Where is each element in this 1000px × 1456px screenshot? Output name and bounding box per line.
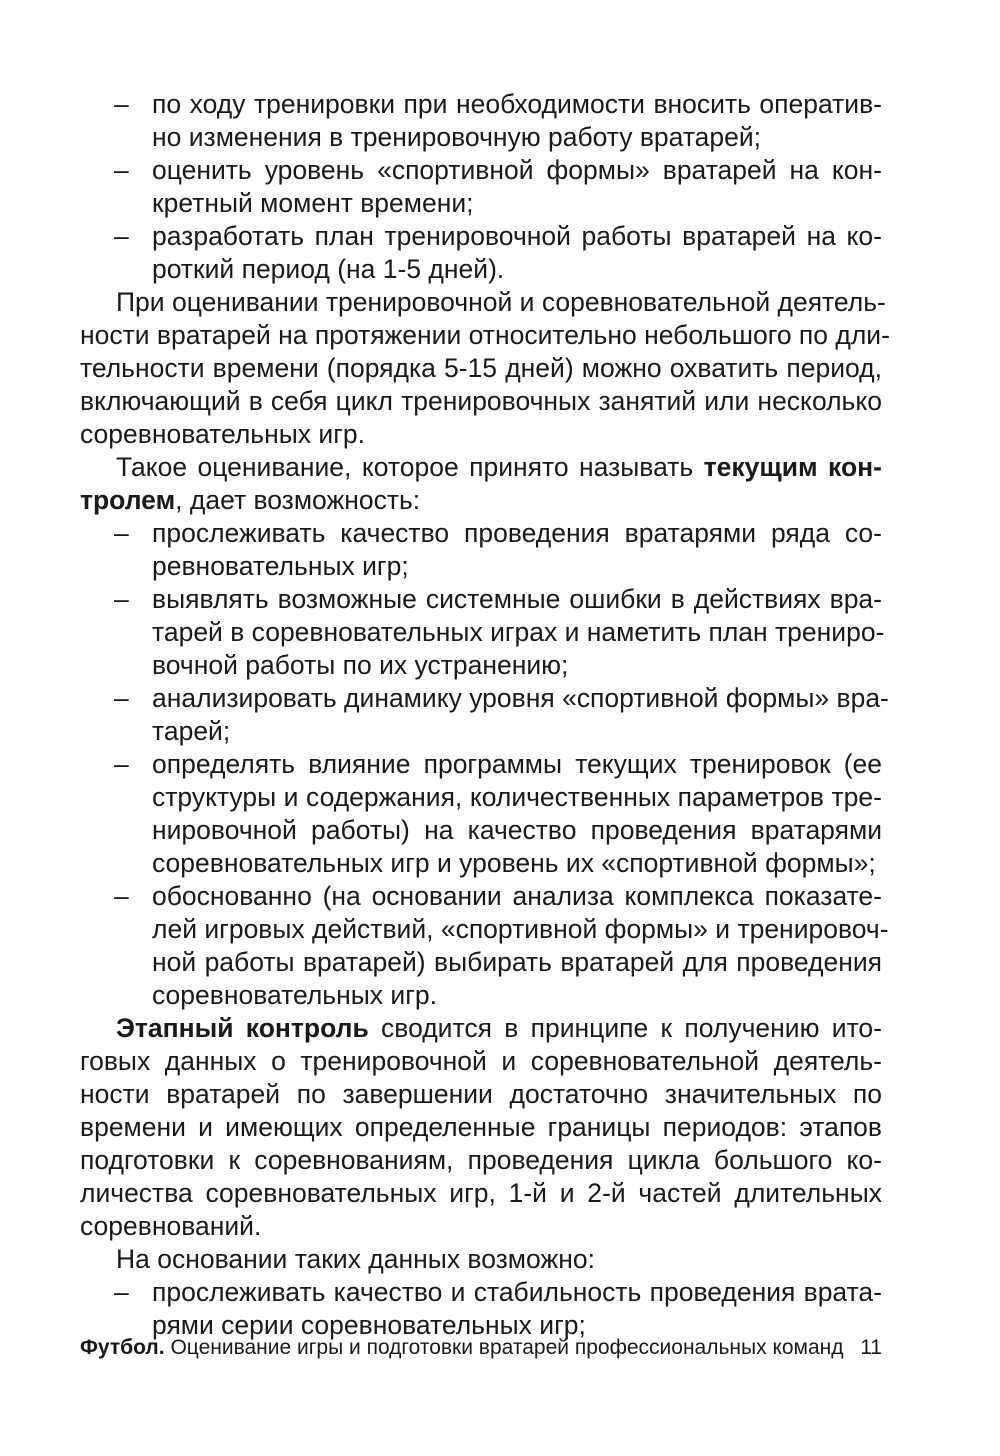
text-line: включающий в себя цикл тренировочных занятий или несколько — [80, 386, 882, 416]
text-line: тарей; — [152, 716, 231, 746]
page-body — [80, 88, 890, 1342]
paragraph — [80, 1012, 882, 1243]
text-line: При оценивании тренировочной и соревновательной деятель- — [116, 287, 886, 317]
list-item — [80, 154, 882, 220]
dash-marker: – — [114, 155, 129, 185]
text-line: говых данных о тренировочной и соревновательной деятель- — [80, 1046, 882, 1076]
list-item — [80, 88, 882, 154]
dash-marker: – — [114, 881, 129, 911]
text-line: рями серии соревновательных игр; — [152, 1310, 586, 1340]
text-line: структуры и содержания, количественных параметров тре- — [152, 782, 882, 812]
list-item — [80, 517, 882, 583]
dash-marker: – — [114, 1277, 129, 1307]
text-span: , дает возможность: — [175, 485, 421, 515]
list-item — [80, 583, 885, 682]
text-line: ной работы вратарей) выбирать вратарей для проведения — [152, 947, 882, 977]
paragraph — [80, 1243, 882, 1276]
text-line: кретный момент времени; — [152, 188, 474, 218]
text-line: ревновательных игр; — [152, 551, 409, 581]
footer-subtitle: Оценивание игры и подготовки вратарей профессиональных команд — [164, 1336, 844, 1359]
page-footer — [80, 1333, 882, 1363]
list-item — [80, 880, 889, 1012]
text-line: выявлять возможные системные ошибки в действиях вра- — [152, 584, 882, 614]
text-line: прослеживать качество проведения вратарями ряда со- — [152, 518, 882, 548]
text-line: соревновательных игр. — [80, 419, 365, 449]
text-line: ности вратарей на протяжении относительно небольшого по дли- — [80, 320, 890, 350]
text-line: оценить уровень «спортивной формы» вратарей на кон- — [152, 155, 882, 185]
text-line: тарей в соревновательных играх и наметить план трениро- — [152, 617, 885, 647]
dash-marker: – — [114, 518, 129, 548]
page-number: 11 — [860, 1336, 882, 1359]
dash-marker: – — [114, 221, 129, 251]
dash-marker: – — [114, 89, 129, 119]
paragraph — [80, 451, 882, 517]
dash-marker: – — [114, 749, 129, 779]
text-line: прослеживать качество и стабильность проведения врата- — [152, 1277, 882, 1307]
text-span: сводится в принципе к получению ито- — [368, 1013, 882, 1043]
text-line: вочной работы по их устранению; — [152, 650, 569, 680]
text-line: соревнований. — [80, 1211, 262, 1241]
paragraph — [80, 286, 890, 451]
dash-marker: – — [114, 584, 129, 614]
footer-title: Футбол. — [80, 1336, 165, 1359]
text-line: тельности времени (порядка 5-15 дней) можно охватить период, — [80, 353, 882, 383]
text-line: личества соревновательных игр, 1-й и 2-й частей длительных — [80, 1178, 882, 1208]
text-line: анализировать динамику уровня «спортивной формы» вра- — [152, 683, 889, 713]
text-line — [80, 484, 882, 517]
text-line: времени и имеющих определенные границы периодов: этапов — [80, 1112, 882, 1142]
text-line: обоснованно (на основании анализа комплекса показате- — [152, 881, 882, 911]
bold-term: тролем — [80, 485, 176, 515]
list-item — [80, 682, 889, 748]
text-line — [80, 451, 882, 484]
bold-term: Этапный контроль — [116, 1013, 369, 1043]
text-line: соревновательных игр и уровень их «спортивной формы»; — [152, 848, 876, 878]
text-line: роткий период (на 1-5 дней). — [152, 254, 505, 284]
text-line: но изменения в тренировочную работу вратарей; — [152, 122, 762, 152]
text-line — [80, 1012, 882, 1045]
list-item — [80, 748, 882, 880]
text-line: На основании таких данных возможно: — [116, 1244, 595, 1274]
text-line: по ходу тренировки при необходимости вносить оператив- — [152, 89, 882, 119]
text-line: ности вратарей по завершении достаточно значительных по — [80, 1079, 882, 1109]
text-span: Такое оценивание, которое принято называть — [116, 452, 704, 482]
text-line: разработать план тренировочной работы вратарей на ко- — [152, 221, 882, 251]
list-item — [80, 220, 882, 286]
text-line: лей игровых действий, «спортивной формы» и тренировоч- — [152, 914, 889, 944]
text-line: подготовки к соревнованиям, проведения цикла большого ко- — [80, 1145, 882, 1175]
text-line: определять влияние программы текущих тренировок (ее — [152, 749, 882, 779]
dash-marker: – — [114, 683, 129, 713]
bold-term: текущим кон- — [703, 452, 882, 482]
text-line: соревновательных игр. — [152, 980, 437, 1010]
text-line: нировочной работы) на качество проведения вратарями — [152, 815, 882, 845]
